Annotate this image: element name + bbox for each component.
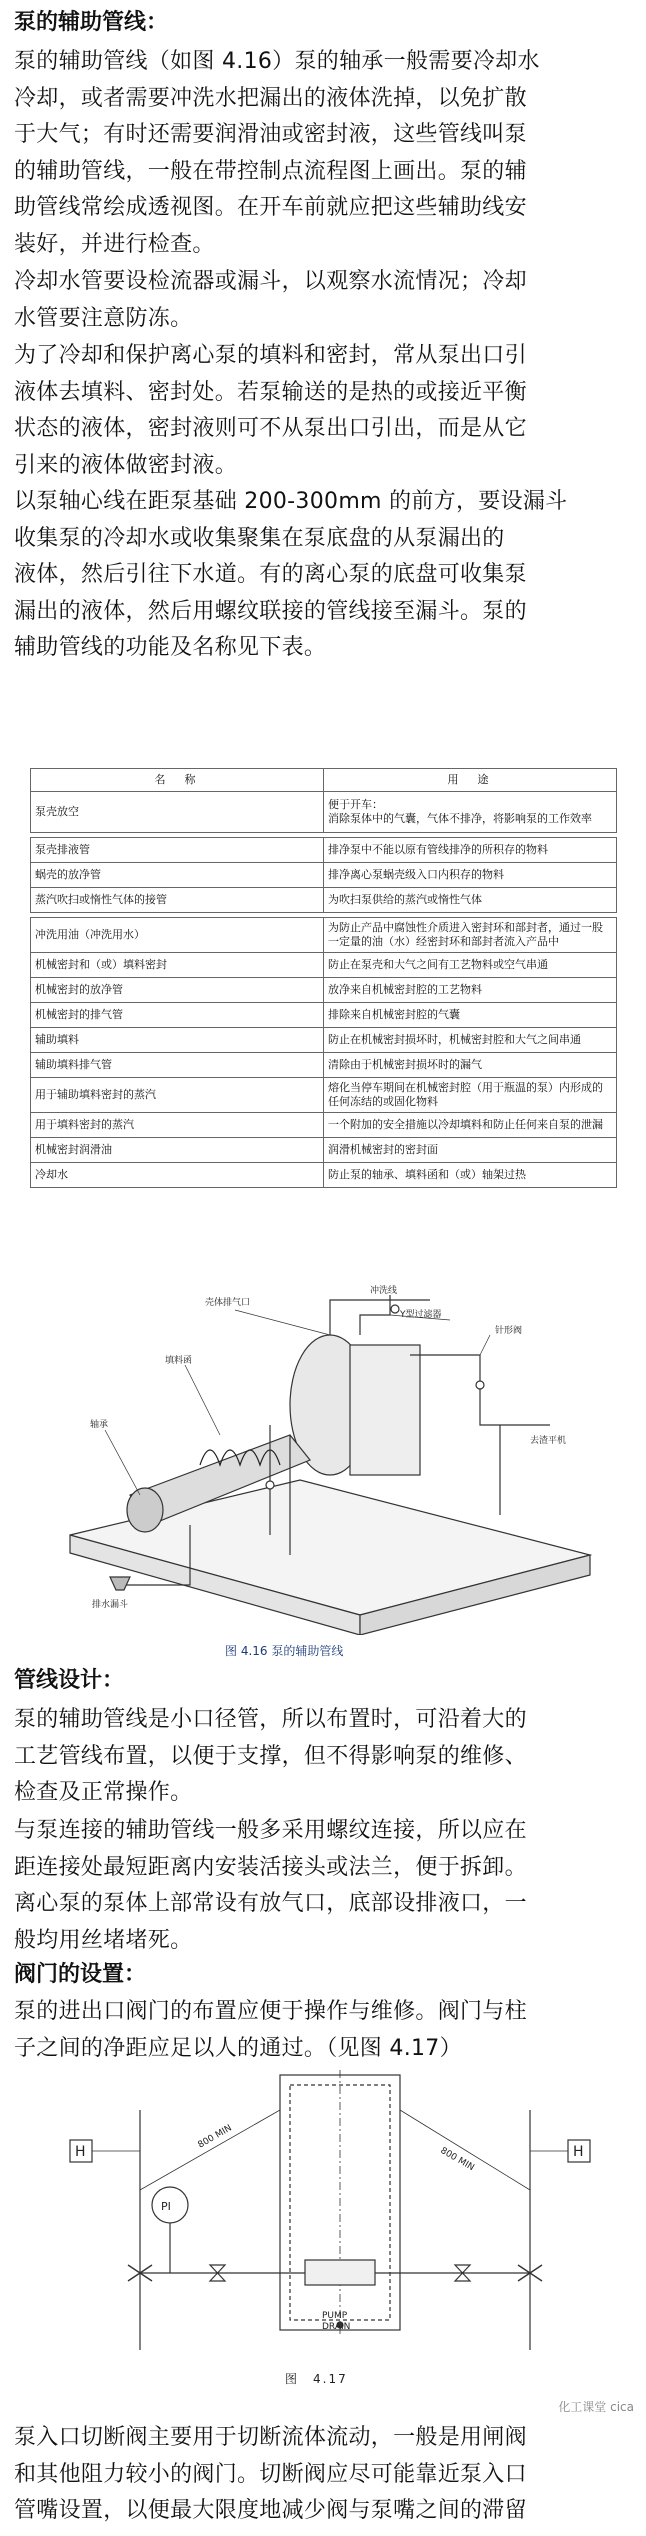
table-cell-use: 一个附加的安全措施以冷却填料和防止任何来自泵的泄漏 xyxy=(324,1113,617,1138)
text-line: 离心泵的泵体上部常设有放气口，底部设排液口，一 xyxy=(14,1891,527,1916)
table-cell-name: 冲洗用油（冲洗用水） xyxy=(31,918,324,953)
table-row xyxy=(31,978,617,1003)
table-cell-use: 排除来自机械密封腔的气囊 xyxy=(324,1003,617,1028)
table-cell-name: 冷却水 xyxy=(31,1163,324,1188)
table-row xyxy=(31,863,617,888)
text-line: 和其他阻力较小的阀门。切断阀应尽可能靠近泵入口 xyxy=(14,2461,527,2487)
drain-funnel xyxy=(110,1577,130,1590)
table-row xyxy=(31,1028,617,1053)
paragraph xyxy=(14,1702,632,1812)
paragraph xyxy=(14,264,632,337)
figure-label: H xyxy=(75,2144,86,2160)
text-line: 为了冷却和保护离心泵的填料和密封，常从泵出口引 xyxy=(14,343,527,368)
paragraph xyxy=(14,2420,632,2530)
table-cell-name: 泵壳放空 xyxy=(31,792,324,833)
text-line: 管嘴设置，以便最大限度地减少阀与泵嘴之间的滞留 xyxy=(14,2498,527,2523)
figure-label: 针形阀 xyxy=(495,1326,523,1336)
text-line: 引来的液体做密封液。 xyxy=(14,452,238,478)
text-line: 子之间的净距应足以人的通过。（见图 4.17） xyxy=(14,2035,462,2061)
figure-label: 去渣平机 xyxy=(530,1436,567,1446)
table-row xyxy=(31,838,617,863)
section-aux-pipeline xyxy=(14,8,632,38)
text-line: 液体去填料、密封处。若泵输送的是热的或接近平衡 xyxy=(14,379,527,405)
text-line: 泵入口切断阀主要用于切断流体流动，一般是用闸阀 xyxy=(14,2425,527,2450)
section-title: 泵的辅助管线： xyxy=(14,10,169,35)
text-line: 液体，然后引往下水道。有的离心泵的底盘可收集泵 xyxy=(14,562,527,587)
table-cell-use: 防止泵的轴承、填料函和（或）轴架过热 xyxy=(324,1163,617,1188)
section-pipeline-design xyxy=(14,1666,632,1696)
valve-layout-figure xyxy=(60,2070,600,2360)
table-cell-name: 辅助填料排气管 xyxy=(31,1053,324,1078)
pump-aux-pipeline-figure xyxy=(30,1285,620,1635)
figure-label: 800 MIN xyxy=(438,2145,476,2174)
section-valve-setting xyxy=(14,1960,632,1990)
table-cell-name: 蒸汽吹扫或惰性气体的接管 xyxy=(31,888,324,913)
figure-label: 轴承 xyxy=(90,1420,109,1430)
table-row xyxy=(31,918,617,953)
table-row xyxy=(31,888,617,913)
paragraph xyxy=(14,1886,632,1959)
figure-label: 排水漏斗 xyxy=(92,1600,129,1610)
table-cell-use: 为吹扫泵供给的蒸汽或惰性气体 xyxy=(324,888,617,913)
table-cell-use: 清除由于机械密封损坏时的漏气 xyxy=(324,1053,617,1078)
figure-label: H xyxy=(573,2144,584,2160)
table-header-use: 用 途 xyxy=(324,769,617,792)
text-line: 漏出的液体，然后用螺纹联接的管线接至漏斗。泵的 xyxy=(14,598,527,624)
table-cell-name: 用于填料密封的蒸汽 xyxy=(31,1113,324,1138)
pump-body xyxy=(305,2260,375,2285)
table-cell-use: 便于开车： 消除泵体中的气囊，气体不排净，将影响泵的工作效率 xyxy=(324,792,617,833)
table-cell-name: 机械密封润滑油 xyxy=(31,1138,324,1163)
text-line: 检查及正常操作。 xyxy=(14,1780,193,1805)
table-cell-name: 蜗壳的放净管 xyxy=(31,863,324,888)
paragraph xyxy=(14,484,632,667)
aux-pipeline-table xyxy=(30,768,617,1188)
figure-label: PI xyxy=(161,2200,171,2213)
text-line: 以泵轴心线在距泵基础 200-300mm 的前方，要设漏斗 xyxy=(14,489,568,514)
watermark: 化工课堂 cica xyxy=(558,2400,634,2414)
table-cell-name: 泵壳排液管 xyxy=(31,838,324,863)
section-title: 管线设计： xyxy=(14,1668,125,1693)
table-row xyxy=(31,1138,617,1163)
text-line: 状态的液体，密封液则可不从泵出口引出，而是从它 xyxy=(14,416,527,441)
figure-label: 壳体排气口 xyxy=(205,1298,251,1308)
section-title: 阀门的设置： xyxy=(14,1962,147,1987)
table-cell-use: 排净泵中不能以原有管线排净的所积存的物料 xyxy=(324,838,617,863)
text-line: 水管要注意防冻。 xyxy=(14,305,193,331)
paragraph xyxy=(14,1994,632,2067)
table-cell-name: 机械密封的放净管 xyxy=(31,978,324,1003)
text-line: 泵的辅助管线是小口径管，所以布置时，可沿着大的 xyxy=(14,1707,527,1732)
table-header-name: 名 称 xyxy=(31,769,324,792)
text-line: 泵的进出口阀门的布置应便于操作与维修。阀门与柱 xyxy=(14,1999,527,2024)
text-line: 收集泵的冷却水或收集聚集在泵底盘的从泵漏出的 xyxy=(14,525,505,551)
table-cell-name: 机械密封的排气管 xyxy=(31,1003,324,1028)
figure-label: Y型过滤器 xyxy=(400,1310,442,1320)
figure-label: 800 MIN xyxy=(196,2123,234,2151)
table-cell-use: 放净来自机械密封腔的工艺物料 xyxy=(324,978,617,1003)
text-line: 泵的辅助管线（如图 4.16）泵的轴承一般需要冷却水 xyxy=(14,49,540,74)
table-cell-name: 用于辅助填料密封的蒸汽 xyxy=(31,1078,324,1113)
figure-label: 冲洗线 xyxy=(370,1286,398,1296)
paragraph xyxy=(14,338,632,484)
text-line: 装好，并进行检查。 xyxy=(14,231,215,257)
table-cell-use: 润滑机械密封的密封面 xyxy=(324,1138,617,1163)
figure-label: 填料函 xyxy=(165,1356,193,1366)
text-line: 冷却水管要设检流器或漏斗，以观察水流情况；冷却 xyxy=(14,269,527,294)
figure-label: DRAIN xyxy=(322,2322,351,2332)
text-line: 般均用丝堵堵死。 xyxy=(14,1927,193,1953)
table-cell-use: 为防止产品中腐蚀性介质进入密封环和部封者，通过一股一定量的油（水）经密封环和部封者流入产品中 xyxy=(324,918,617,953)
table-cell-use: 排净离心泵蜗壳级入口内积存的物料 xyxy=(324,863,617,888)
text-line: 冷却，或者需要冲洗水把漏出的液体洗掉，以免扩散 xyxy=(14,85,527,111)
table-row xyxy=(31,1163,617,1188)
text-line: 的辅助管线，一般在带控制点流程图上画出。泵的辅 xyxy=(14,158,527,184)
table-row xyxy=(31,1078,617,1113)
paragraph xyxy=(14,44,632,263)
paragraph xyxy=(14,1813,632,1886)
text-line: 助管线常绘成透视图。在开车前就应把这些辅助线安 xyxy=(14,195,527,220)
table-cell-use: 防止在机械密封损坏时，机械密封腔和大气之间串通 xyxy=(324,1028,617,1053)
table-row xyxy=(31,953,617,978)
figure-caption: 图 4.16 泵的辅助管线 xyxy=(225,1644,344,1658)
table-row xyxy=(31,1113,617,1138)
table-row xyxy=(31,1053,617,1078)
table-cell-use: 熔化当停车期间在机械密封腔（用于瓶温的泵）内形成的任何冻结的或固化物料 xyxy=(324,1078,617,1113)
text-line: 辅助管线的功能及名称见下表。 xyxy=(14,635,327,660)
table-row xyxy=(31,1003,617,1028)
text-line: 于大气；有时还需要润滑油或密封液，这些管线叫泵 xyxy=(14,122,527,147)
figure-caption: 图 4.17 xyxy=(285,2372,348,2386)
table-cell-name: 辅助填料 xyxy=(31,1028,324,1053)
figure-label: PUMP xyxy=(322,2311,348,2321)
table-row xyxy=(31,792,617,833)
text-line: 与泵连接的辅助管线一般多采用螺纹连接，所以应在 xyxy=(14,1818,527,1843)
text-line: 距连接处最短距离内安装活接头或法兰，便于拆卸。 xyxy=(14,1854,527,1880)
text-line: 工艺管线布置，以便于支撑，但不得影响泵的维修、 xyxy=(14,1743,527,1769)
table-cell-name: 机械密封和（或）填料密封 xyxy=(31,953,324,978)
table-cell-use: 防止在泵壳和大气之间有工艺物料或空气串通 xyxy=(324,953,617,978)
